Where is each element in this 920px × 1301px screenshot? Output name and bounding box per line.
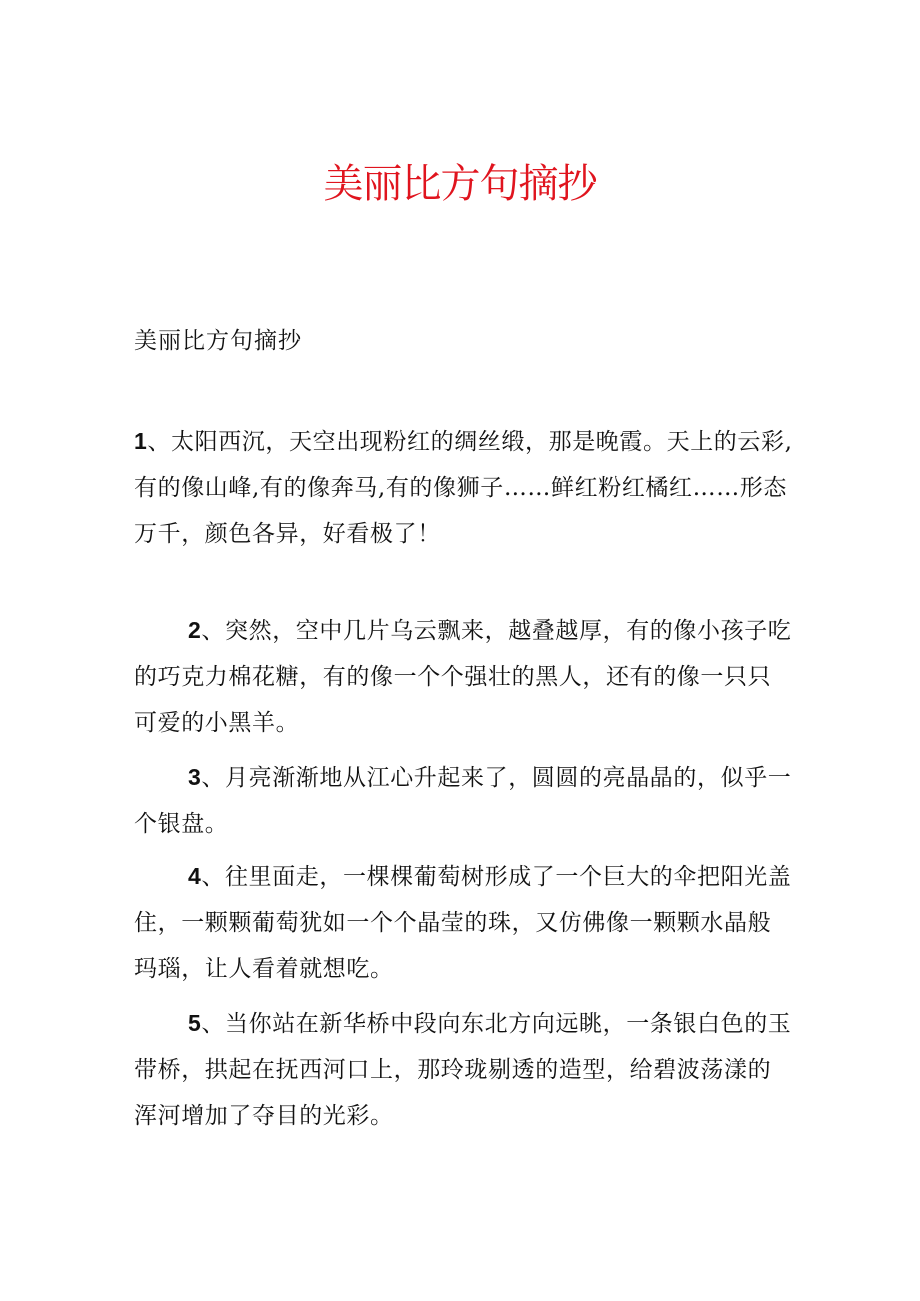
paragraph-5 bbox=[134, 1000, 794, 1139]
paragraph-number: 5 bbox=[188, 1010, 202, 1036]
paragraph-3 bbox=[134, 754, 794, 847]
paragraph-number: 1 bbox=[134, 428, 148, 454]
paragraph-number: 2 bbox=[188, 617, 202, 643]
document-subtitle: 美丽比方句摘抄 bbox=[134, 328, 302, 354]
paragraph-1 bbox=[134, 418, 794, 557]
paragraph-text: 、太阳西沉，天空出现粉红的绸丝缎，那是晚霞。天上的云彩,有的像山峰,有的像奔马,有的像狮子……鲜红粉红橘红……形态万千，颜色各异，好看极了！ bbox=[134, 429, 793, 547]
paragraph-number: 4 bbox=[188, 863, 202, 889]
paragraph-number: 3 bbox=[188, 764, 202, 790]
paragraph-text: 、当你站在新华桥中段向东北方向远眺，一条银白色的玉带桥，拱起在抚西河口上，那玲珑剔透的造型，给碧波荡漾的浑河增加了夺目的光彩。 bbox=[134, 1011, 792, 1129]
paragraph-2 bbox=[134, 607, 794, 746]
paragraph-text: 、突然，空中几片乌云飘来，越叠越厚，有的像小孩子吃的巧克力棉花糖，有的像一个个强壮的黑人，还有的像一只只可爱的小黑羊。 bbox=[134, 618, 792, 736]
paragraph-text: 、往里面走，一棵棵葡萄树形成了一个巨大的伞把阳光盖住，一颗颗葡萄犹如一个个晶莹的珠，又仿佛像一颗颗水晶般玛瑙，让人看着就想吃。 bbox=[134, 864, 792, 982]
paragraph-4 bbox=[134, 853, 794, 992]
page-title: 美丽比方句摘抄 bbox=[323, 161, 597, 207]
paragraph-text: 、月亮渐渐地从江心升起来了，圆圆的亮晶晶的，似乎一个银盘。 bbox=[134, 765, 792, 837]
